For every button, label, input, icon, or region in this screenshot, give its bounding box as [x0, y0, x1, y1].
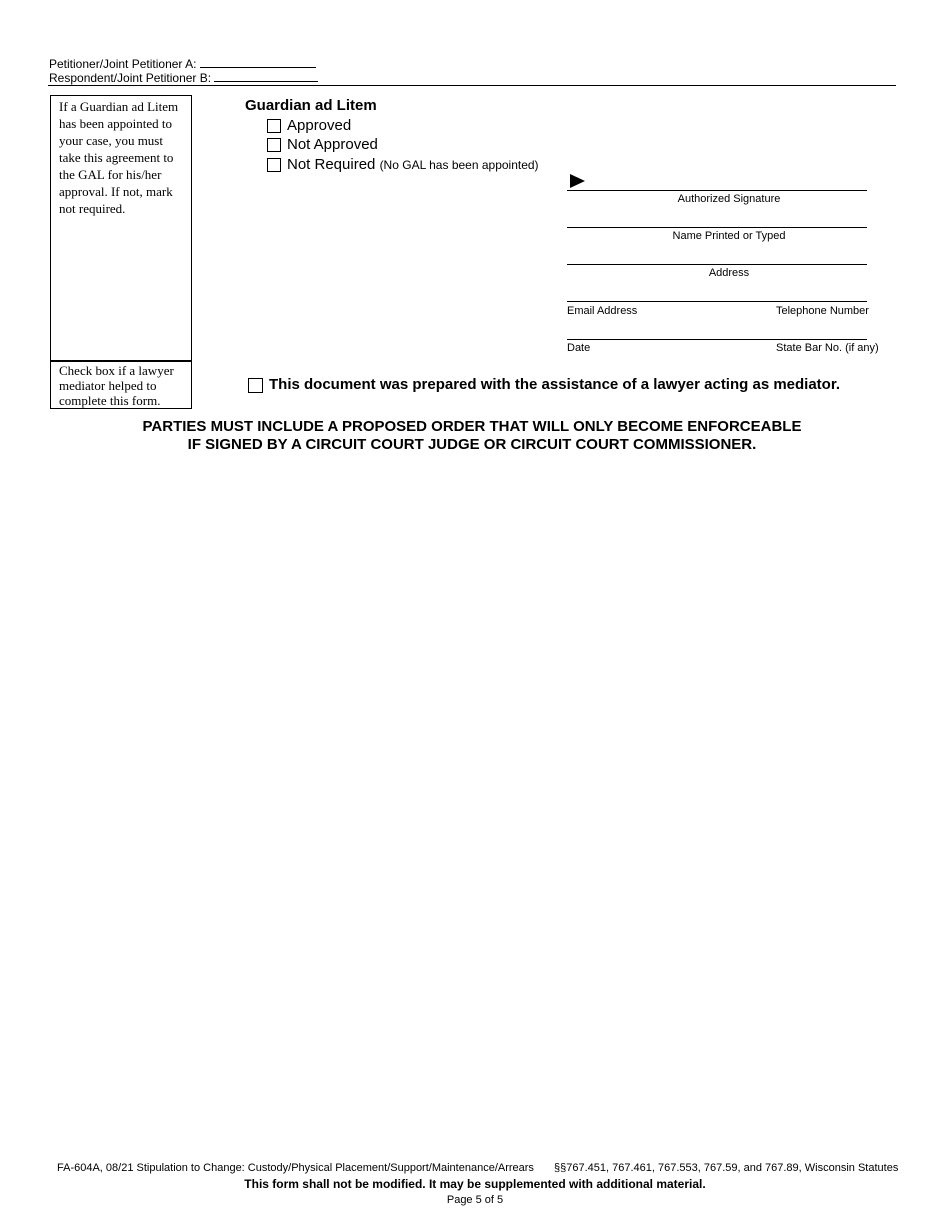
authorized-signature-line[interactable]: [567, 190, 867, 191]
gal-instructions-text: If a Guardian ad Litem has been appointed to your case, you must take this agreement to the GAL for his/her approval. If not, mark not required.: [59, 99, 179, 216]
telephone-label: Telephone Number: [776, 305, 869, 317]
not-approved-checkbox[interactable]: [267, 138, 281, 152]
name-printed-label: Name Printed or Typed: [672, 230, 786, 242]
respondent-b-label: Respondent/Joint Petitioner B:: [49, 71, 212, 85]
authorized-signature-label: Authorized Signature: [677, 193, 781, 205]
mediator-instructions-text: Check box if a lawyer mediator helped to complete this form.: [59, 363, 174, 408]
not-required-checkbox[interactable]: [267, 158, 281, 172]
not-required-note: (No GAL has been appointed): [379, 158, 539, 172]
gal-title: Guardian ad Litem: [245, 97, 377, 114]
gal-option-not-approved[interactable]: [267, 135, 378, 154]
sign-here-arrow-icon: [570, 174, 585, 188]
proposed-order-notice: [0, 418, 944, 454]
mediator-statement-row[interactable]: [248, 376, 840, 393]
notice-line-2: IF SIGNED BY A CIRCUIT COURT JUDGE OR CIRCUIT COURT COMMISSIONER.: [187, 436, 757, 453]
respondent-b-field[interactable]: [214, 70, 318, 82]
mediator-checkbox[interactable]: [248, 378, 263, 393]
date-label: Date: [567, 342, 591, 354]
state-bar-label: State Bar No. (if any): [776, 342, 879, 354]
not-required-label: Not Required: [287, 156, 376, 173]
email-label: Email Address: [567, 305, 638, 317]
date-bar-line[interactable]: [567, 339, 867, 340]
petitioner-a-label: Petitioner/Joint Petitioner A:: [49, 57, 197, 71]
address-line[interactable]: [567, 264, 867, 265]
gal-option-approved[interactable]: [267, 116, 351, 135]
petitioner-a-row: [49, 56, 316, 71]
mediator-statement: This document was prepared with the assistance of a lawyer acting as mediator.: [269, 376, 841, 393]
address-label: Address: [708, 267, 750, 279]
petitioner-a-field[interactable]: [200, 56, 316, 68]
email-phone-line[interactable]: [567, 301, 867, 302]
footer-form-id: FA-604A, 08/21 Stipulation to Change: Custody/Physical Placement/Support/Maintenance/Arrears: [57, 1162, 534, 1174]
not-approved-label: Not Approved: [287, 136, 378, 153]
respondent-b-row: [49, 70, 318, 85]
footer-notice: This form shall not be modified. It may be supplemented with additional material.: [244, 1177, 706, 1191]
footer-statutes: §§767.451, 767.461, 767.553, 767.59, and 767.89, Wisconsin Statutes: [554, 1162, 899, 1174]
header-divider: [48, 85, 896, 86]
approved-checkbox[interactable]: [267, 119, 281, 133]
page-number: Page 5 of 5: [446, 1194, 504, 1206]
name-printed-line[interactable]: [567, 227, 867, 228]
approved-label: Approved: [287, 117, 352, 134]
gal-option-not-required[interactable]: [267, 155, 539, 175]
gal-instructions-box: [50, 95, 192, 361]
notice-line-1: PARTIES MUST INCLUDE A PROPOSED ORDER THAT WILL ONLY BECOME ENFORCEABLE: [142, 418, 802, 435]
mediator-instructions-box: [50, 361, 192, 409]
